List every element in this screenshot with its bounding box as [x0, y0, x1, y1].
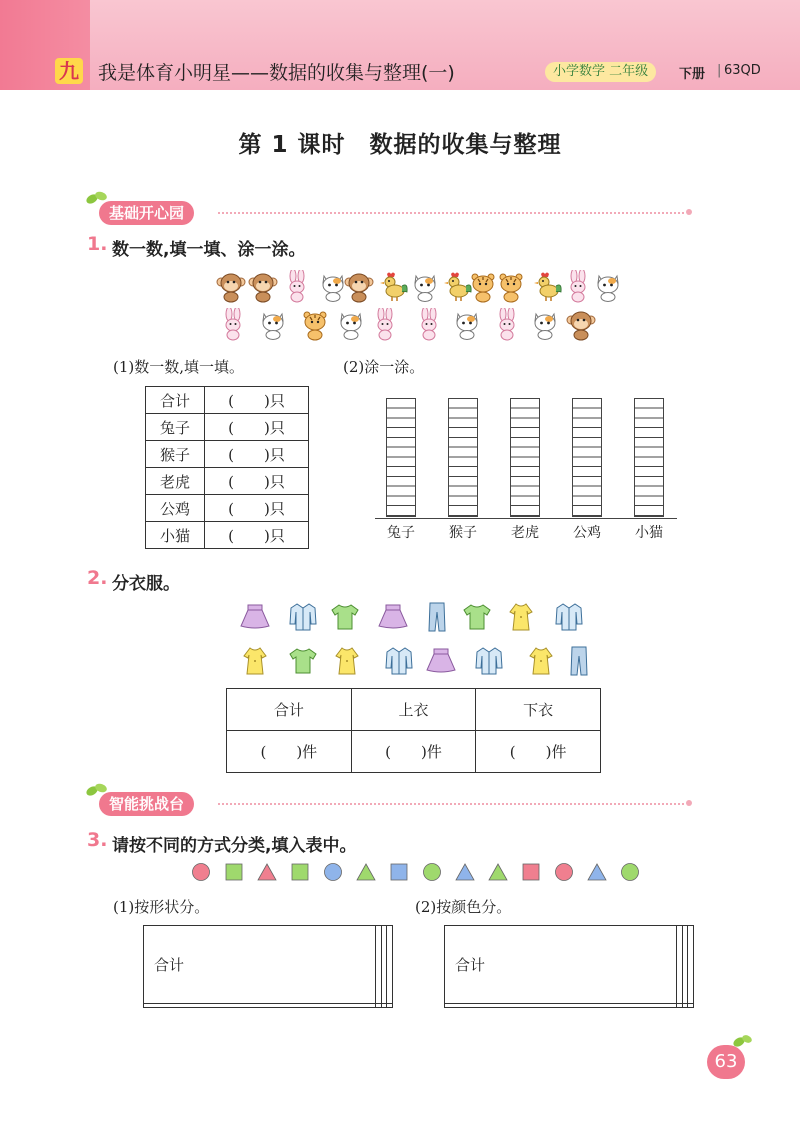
dress-yellow-icon	[524, 644, 558, 682]
grid-label: 猴子	[449, 525, 477, 541]
count-row-label: 老虎	[146, 468, 205, 495]
triangle-shape	[488, 862, 508, 886]
circle-shape	[620, 862, 640, 886]
count-row	[146, 414, 309, 441]
color-table-cell[interactable]	[688, 1004, 694, 1008]
rabbit-icon	[370, 308, 400, 346]
clothes-blank-total[interactable]: ( )件	[227, 731, 352, 773]
count-row-blank[interactable]: ( )只	[205, 468, 309, 495]
clothes-blank-tops[interactable]: ( )件	[351, 731, 476, 773]
triangle-shape	[257, 862, 277, 886]
count-table	[145, 386, 309, 549]
triangle-shape	[455, 862, 475, 886]
section-challenge: 智能挑战台	[99, 792, 194, 816]
section-divider-2	[218, 803, 684, 805]
cat-icon	[336, 308, 366, 346]
count-row	[146, 387, 309, 414]
q3-sub1: (1)按形状分。	[113, 898, 210, 916]
grid-label: 兔子	[387, 525, 415, 541]
rabbit-icon	[282, 270, 312, 308]
clothes-header-tops: 上衣	[351, 689, 476, 731]
clothes-header-bottoms: 下衣	[476, 689, 601, 731]
count-row-label: 猴子	[146, 441, 205, 468]
section-divider-end	[686, 209, 692, 215]
tiger-icon	[300, 308, 330, 346]
color-table-cell[interactable]	[688, 926, 694, 1004]
q2-text: 分衣服。	[112, 574, 180, 594]
q1-sub1: (1)数一数,填一填。	[113, 358, 245, 376]
color-table	[444, 925, 694, 1008]
q1-text: 数一数,填一填、涂一涂。	[112, 240, 306, 260]
grid-baseline	[375, 518, 677, 519]
square-shape	[521, 862, 541, 886]
tiger-icon	[468, 270, 498, 308]
shape-table-cell[interactable]	[387, 1004, 393, 1008]
tshirt-green-icon	[286, 644, 320, 682]
rabbit-icon	[218, 308, 248, 346]
section-basic: 基础开心园	[99, 201, 194, 225]
cat-icon	[530, 308, 560, 346]
tshirt-green-icon	[460, 600, 494, 638]
cat-icon	[452, 308, 482, 346]
grid-column[interactable]	[448, 398, 478, 517]
q3-number: 3.	[87, 829, 108, 851]
shape-table-cell[interactable]	[387, 926, 393, 1004]
skirt-purple-icon	[376, 600, 410, 638]
lesson-title: 第 1 课时 数据的收集与整理	[238, 132, 562, 158]
grid-label: 老虎	[511, 525, 539, 541]
shape-table-total: 合计	[144, 926, 376, 1004]
monkey-icon	[248, 270, 278, 308]
dress-yellow-icon	[238, 644, 272, 682]
square-shape	[224, 862, 244, 886]
cat-icon	[593, 270, 623, 308]
q3-sub2: (2)按颜色分。	[415, 898, 512, 916]
monkey-icon	[566, 308, 596, 346]
shirt-blue-icon	[552, 600, 586, 638]
monkey-icon	[344, 270, 374, 308]
count-row-label: 公鸡	[146, 495, 205, 522]
rabbit-icon	[492, 308, 522, 346]
tiger-icon	[496, 270, 526, 308]
cat-icon	[410, 270, 440, 308]
color-table-total: 合计	[445, 926, 677, 1004]
q1-sub2: (2)涂一涂。	[343, 358, 425, 376]
circle-shape	[554, 862, 574, 886]
color-table-cell[interactable]	[445, 1004, 677, 1008]
skirt-purple-icon	[238, 600, 272, 638]
grid-column[interactable]	[510, 398, 540, 517]
grid-label: 小猫	[635, 525, 663, 541]
circle-shape	[191, 862, 211, 886]
triangle-shape	[356, 862, 376, 886]
clothes-header-total: 合计	[227, 689, 352, 731]
book-code: 63QD	[724, 63, 761, 78]
shape-table	[143, 925, 393, 1008]
count-row-blank[interactable]: ( )只	[205, 495, 309, 522]
circle-shape	[323, 862, 343, 886]
dress-yellow-icon	[330, 644, 364, 682]
count-row-label: 合计	[146, 387, 205, 414]
count-row-blank[interactable]: ( )只	[205, 522, 309, 549]
square-shape	[290, 862, 310, 886]
shirt-blue-icon	[286, 600, 320, 638]
rabbit-icon	[414, 308, 444, 346]
clothes-blank-bottoms[interactable]: ( )件	[476, 731, 601, 773]
skirt-purple-icon	[424, 644, 458, 682]
pants-blue-icon	[420, 600, 454, 638]
count-row	[146, 495, 309, 522]
grid-label: 公鸡	[573, 525, 601, 541]
q3-text: 请按不同的方式分类,填入表中。	[112, 836, 357, 856]
section-divider-2-end	[686, 800, 692, 806]
circle-shape	[422, 862, 442, 886]
count-row-label: 小猫	[146, 522, 205, 549]
count-row	[146, 468, 309, 495]
count-row-blank[interactable]: ( )只	[205, 387, 309, 414]
header-separator: |	[717, 63, 722, 78]
tshirt-green-icon	[328, 600, 362, 638]
count-row-label: 兔子	[146, 414, 205, 441]
unit-title: 我是体育小明星——数据的收集与整理(一)	[98, 62, 455, 84]
monkey-icon	[216, 270, 246, 308]
rooster-icon	[532, 270, 562, 308]
dress-yellow-icon	[504, 600, 538, 638]
shirt-blue-icon	[382, 644, 416, 682]
subject-tag: 小学数学 二年级	[545, 62, 656, 82]
triangle-shape	[587, 862, 607, 886]
section-divider	[218, 212, 684, 214]
page-number: 63	[707, 1045, 745, 1079]
grid-column[interactable]	[386, 398, 416, 517]
clothes-table	[226, 688, 601, 773]
shape-table-cell[interactable]	[144, 1004, 376, 1008]
grid-column[interactable]	[634, 398, 664, 517]
unit-badge: 九	[55, 58, 83, 84]
count-row-blank[interactable]: ( )只	[205, 414, 309, 441]
shirt-blue-icon	[472, 644, 506, 682]
volume-label: 下册	[679, 67, 706, 82]
q2-number: 2.	[87, 567, 108, 589]
pants-blue-icon	[562, 644, 596, 682]
cat-icon	[258, 308, 288, 346]
count-row-blank[interactable]: ( )只	[205, 441, 309, 468]
q1-number: 1.	[87, 233, 108, 255]
grid-column[interactable]	[572, 398, 602, 517]
rooster-icon	[378, 270, 408, 308]
square-shape	[389, 862, 409, 886]
count-row	[146, 441, 309, 468]
rabbit-icon	[563, 270, 593, 308]
count-row	[146, 522, 309, 549]
